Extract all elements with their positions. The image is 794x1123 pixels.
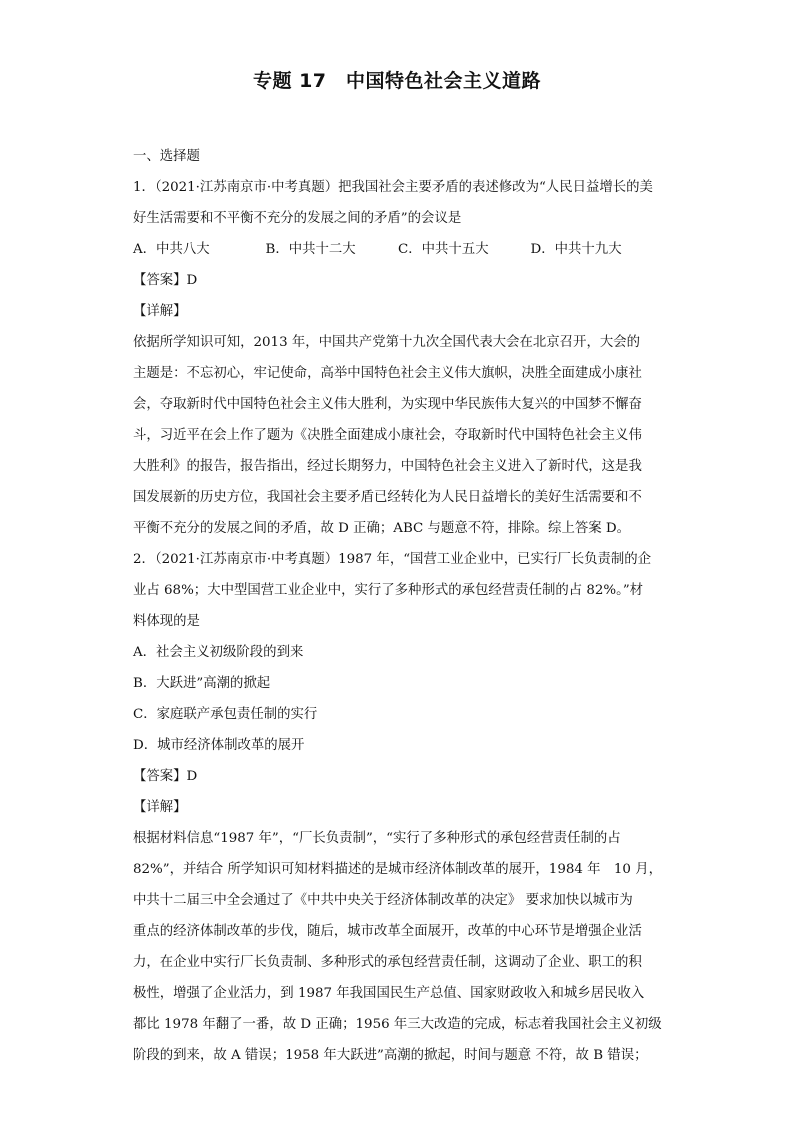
q2-option-b: B．大跃进”高潮的掀起 — [133, 676, 271, 691]
q1-detail-line: 国发展新的历史方位，我国社会主要矛盾已经转化为人民日益增长的美好生活需要和不 — [133, 490, 642, 505]
section-heading: 一、选择题 — [133, 149, 200, 164]
q2-detail-line: 中共十二届三中全会通过了《中共中央关于经济体制改革的决定》 要求加快以城市为 — [133, 893, 633, 908]
q1-answer: 【答案】D — [133, 273, 198, 288]
q2-option-a: A．社会主义初级阶段的到来 — [133, 645, 304, 660]
q1-detail-line: 平衡不充分的发展之间的矛盾，故 D 正确；ABC 与题意不符，排除。综上答案 D。 — [133, 521, 631, 536]
q2-detail-label: 【详解】 — [133, 800, 187, 815]
q1-options — [133, 234, 663, 265]
q2-stem-line: 料体现的是 — [133, 614, 200, 629]
q2-detail-line: 力，在企业中实行厂长负责制、多种形式的承包经营责任制，这调动了企业、职工的积 — [133, 955, 642, 970]
q1-option-b: B．中共十二大 — [265, 242, 356, 257]
q2-option-c: C．家庭联产承包责任制的实行 — [133, 707, 318, 722]
q1-detail-line: 会，夺取新时代中国特色社会主义伟大胜利，为实现中华民族伟大复兴的中国梦不懈奋 — [133, 397, 642, 412]
q1-detail-line: 斗，习近平在会上作了题为《决胜全面建成小康社会，夺取新时代中国特色社会主义伟 — [133, 428, 642, 443]
q2-detail-line: 极性，增强了企业活力，到 1987 年我国国民生产总值、国家财政收入和城乡居民收入 — [133, 986, 645, 1001]
q1-stem-line: 好生活需要和不平衡不充分的发展之间的矛盾”的会议是 — [133, 211, 462, 226]
q2-stem-line: 业占 68%；大中型国营工业企业中，实行了多种形式的承包经营责任制的占 82%。”材 — [133, 583, 644, 598]
q1-option-d: D．中共十九大 — [530, 242, 622, 257]
q2-detail-line: 根据材料信息“1987 年”，“厂长负责制”，“实行了多种形式的承包经营责任制的占 — [133, 831, 621, 846]
q1-option-c: C．中共十五大 — [398, 242, 489, 257]
q2-option-d: D．城市经济体制改革的展开 — [133, 738, 305, 753]
q2-detail-line: 阶段的到来，故 A 错误；1958 年大跃进”高潮的掀起，时间与题意 不符，故 B 错误； — [133, 1048, 648, 1063]
document-body — [133, 141, 663, 1071]
q2-stem-line: 2．（2021·江苏南京市·中考真题）1987 年，“国营工业企业中，已实行厂长负责制的企 — [133, 552, 652, 567]
q1-option-a: A．中共八大 — [133, 242, 210, 257]
q2-detail-line: 重点的经济体制改革的步伐，随后，城市改革全面展开，改革的中心环节是增强企业活 — [133, 924, 642, 939]
q1-detail-line: 大胜利》的报告，报告指出，经过长期努力，中国特色社会主义进入了新时代，这是我 — [133, 459, 642, 474]
q1-detail-label: 【详解】 — [133, 304, 187, 319]
q1-detail-line: 依据所学知识可知，2013 年，中国共产党第十九次全国代表大会在北京召开，大会的 — [133, 335, 641, 350]
q2-answer: 【答案】D — [133, 769, 198, 784]
q2-detail-line: 82%”，并结合 所学知识可知材料描述的是城市经济体制改革的展开，1984 年 10 月， — [133, 862, 662, 877]
q1-detail-line: 主题是：不忘初心，牢记使命，高举中国特色社会主义伟大旗帜，决胜全面建成小康社 — [133, 366, 642, 381]
q2-detail-line: 都比 1978 年翻了一番，故 D 正确；1956 年三大改造的完成，标志着我国社会主义初级 — [133, 1017, 662, 1032]
q1-stem-line: 1．（2021·江苏南京市·中考真题）把我国社会主要矛盾的表述修改为“人民日益增长的美 — [133, 180, 653, 195]
page-title: 专题 17 中国特色社会主义道路 — [252, 70, 542, 92]
